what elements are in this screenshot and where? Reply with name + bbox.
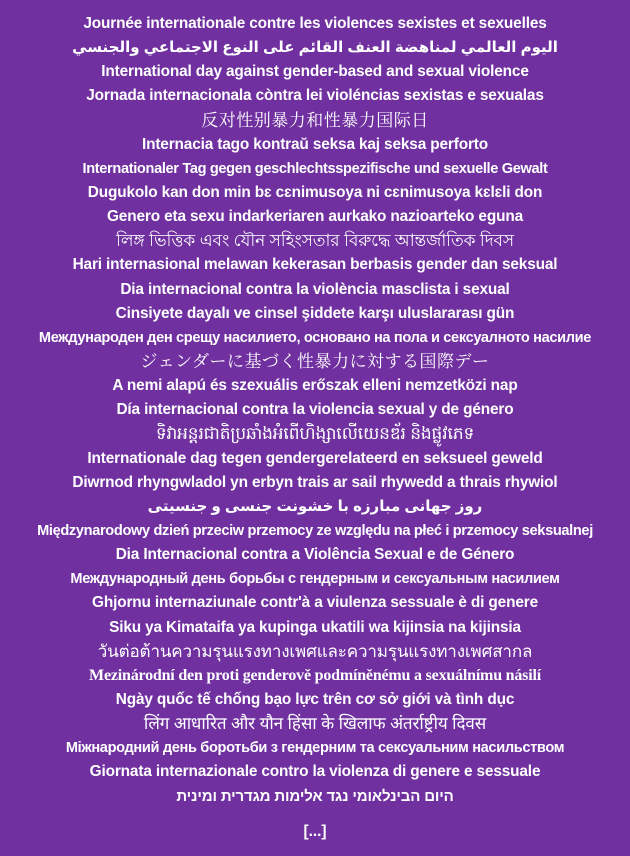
title-line-portuguese: Dia Internacional contra a Violência Sexual e de Género: [115, 546, 515, 564]
title-line-bulgarian: Международен ден срещу насилието, основано на пола и сексуалното насилие: [38, 329, 592, 346]
title-line-italian: Giornata internazionale contro la violenza di genere e sessuale: [89, 763, 541, 781]
title-line-japanese: ジェンダーに基づく性暴力に対する国際デー: [140, 351, 490, 371]
title-line-english: International day against gender-based and sexual violence: [101, 63, 529, 81]
title-line-occitan: Jornada internacionala còntra lei violéncias sexistas e sexualas: [86, 87, 544, 105]
title-line-chinese: 反对性别暴力和性暴力国际日: [201, 110, 429, 130]
title-line-esperanto: Internacia tago kontraŭ seksa kaj seksa perforto: [141, 135, 489, 153]
title-line-czech: Mezinárodní den proti genderově podmíněnému a sexuálnímu násilí: [89, 666, 541, 684]
title-line-turkish: Cinsiyete dayalı ve cinsel şiddete karşı uluslararası gün: [115, 304, 515, 322]
title-line-french: Journée internationale contre les violences sexistes et sexuelles: [83, 15, 547, 32]
multilingual-title-list: [0, 12, 630, 809]
title-line-basque: Genero eta sexu indarkeriaren aurkako nazioarteko eguna: [106, 208, 523, 226]
title-line-indonesian: Hari internasional melawan kekerasan berbasis gender dan seksual: [72, 256, 558, 274]
title-line-swahili: Siku ya Kimataifa ya kupinga ukatili wa kijinsia na kijinsia: [109, 618, 521, 636]
title-line-polish: Międzynarodowy dzień przeciw przemocy ze względu na płeć i przemocy seksualnej: [37, 522, 593, 539]
title-line-hindi: लिंग आधारित और यौन हिंसा के खिलाफ अंतर्राष्ट्रीय दिवस: [143, 714, 487, 734]
title-line-corsican: Ghjornu internaziunale contr'à a viulenza sessuale è di genere: [92, 594, 538, 612]
title-line-hebrew: היום הבינלאומי נגד אלימות מגדרית ומינית: [176, 787, 454, 805]
title-line-vietnamese: Ngày quốc tế chống bạo lực trên cơ sở giới và tình dục: [115, 690, 515, 708]
title-line-catalan: Dia internacional contra la violència masclista i sexual: [120, 280, 510, 298]
title-line-thai: วันต่อต้านความรุนแรงทางเพศและความรุนแรงทางเพศสากล: [97, 641, 533, 661]
title-line-ukrainian: Міжнародний день боротьби з гендерним та сексуальним насильством: [65, 740, 565, 757]
title-line-arabic: اليوم العالمي لمناهضة العنف القائم على النوع الاجتماعي والجنسي: [72, 39, 558, 57]
title-line-spanish: Día internacional contra la violencia sexual y de género: [116, 401, 514, 419]
title-line-bengali: লিঙ্গ ভিত্তিক এবং যৌন সহিংসতার বিরুদ্ধে আন্তর্জাতিক দিবস: [116, 231, 514, 251]
title-line-german: Internationaler Tag gegen geschlechtsspezifische und sexuelle Gewalt: [82, 160, 548, 177]
title-line-persian: روز جهانی مبارزه با خشونت جنسی و جنسیتی: [147, 497, 483, 515]
title-line-hungarian: A nemi alapú és szexuális erőszak elleni nemzetközi nap: [112, 377, 518, 395]
title-line-dutch: Internationale dag tegen gendergerelateerd en seksueel geweld: [87, 449, 543, 467]
title-line-bambara: Dugukolo kan don min bɛ cɛnimusoya ni cɛnimusoya kɛlɛli don: [87, 183, 543, 201]
title-line-welsh: Diwrnod rhyngwladol yn erbyn trais ar sail rhywedd a thrais rhywiol: [72, 473, 558, 491]
title-line-russian: Международный день борьбы с гендерным и сексуальным насилием: [70, 571, 560, 588]
continuation-ellipsis: [...]: [303, 823, 327, 840]
title-line-khmer: ទិវាអន្តរជាតិប្រឆាំងអំពើហិង្សាលើយេនឌ័រ និងផ្លូវភេទ: [155, 424, 475, 444]
